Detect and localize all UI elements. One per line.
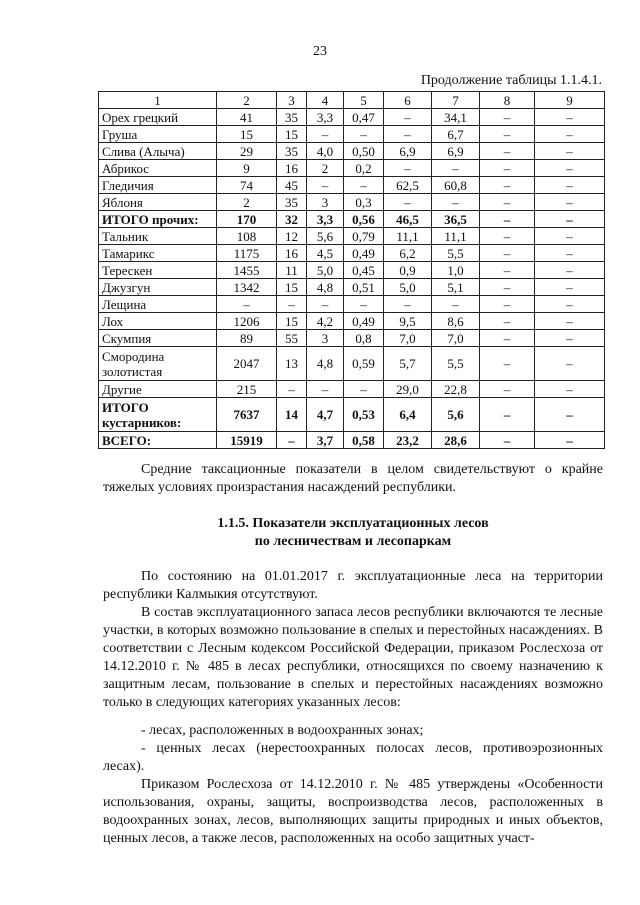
data-cell: – <box>480 398 535 432</box>
data-cell: 5,0 <box>307 262 344 279</box>
table-row <box>99 330 605 347</box>
header-cell: 8 <box>480 92 535 109</box>
data-cell: – <box>384 160 432 177</box>
data-cell: 22,8 <box>432 381 480 398</box>
data-cell: 1342 <box>217 279 277 296</box>
data-cell: – <box>384 126 432 143</box>
data-cell: 8,6 <box>432 313 480 330</box>
table-row <box>99 126 605 143</box>
data-cell: 6,9 <box>432 143 480 160</box>
data-cell: – <box>535 160 605 177</box>
header-cell: 7 <box>432 92 480 109</box>
data-cell: – <box>480 109 535 126</box>
data-cell: 15 <box>277 313 307 330</box>
data-cell: 0,49 <box>344 245 384 262</box>
data-cell: 0,2 <box>344 160 384 177</box>
row-label-cell: Джузгун <box>99 279 217 296</box>
section-heading-line1: 1.1.5. Показатели эксплуатационных лесов <box>217 516 489 531</box>
data-cell: – <box>535 432 605 449</box>
data-cell: – <box>307 177 344 194</box>
data-cell: 1206 <box>217 313 277 330</box>
data-cell: 15919 <box>217 432 277 449</box>
data-cell: – <box>535 126 605 143</box>
header-cell: 2 <box>217 92 277 109</box>
table-row <box>99 211 605 228</box>
data-cell: 1,0 <box>432 262 480 279</box>
data-cell: 15 <box>277 126 307 143</box>
table-body <box>99 109 605 449</box>
data-cell: – <box>480 279 535 296</box>
data-cell: – <box>535 228 605 245</box>
data-cell: 55 <box>277 330 307 347</box>
data-cell: 74 <box>217 177 277 194</box>
data-cell: 35 <box>277 109 307 126</box>
data-cell: 215 <box>217 381 277 398</box>
data-cell: – <box>535 177 605 194</box>
table-row <box>99 262 605 279</box>
data-cell: – <box>307 381 344 398</box>
data-cell: 4,2 <box>307 313 344 330</box>
row-label-cell: Другие <box>99 381 217 398</box>
row-label-cell: Лох <box>99 313 217 330</box>
header-cell: 6 <box>384 92 432 109</box>
data-cell: 0,45 <box>344 262 384 279</box>
data-cell: 7,0 <box>432 330 480 347</box>
data-cell: 35 <box>277 143 307 160</box>
data-cell: – <box>344 126 384 143</box>
data-cell: – <box>344 296 384 313</box>
row-label-cell: Скумпия <box>99 330 217 347</box>
table-row <box>99 143 605 160</box>
list-item-valuable-forests: - ценных лесах (нерестоохранных полосах лесов, противоэрозионных лесах). <box>103 741 603 774</box>
data-cell: 0,53 <box>344 398 384 432</box>
data-cell: 9,5 <box>384 313 432 330</box>
data-cell: 89 <box>217 330 277 347</box>
data-cell: 4,5 <box>307 245 344 262</box>
data-cell: – <box>432 160 480 177</box>
header-cell: 9 <box>535 92 605 109</box>
data-cell: – <box>535 330 605 347</box>
header-cell: 4 <box>307 92 344 109</box>
data-cell: – <box>432 194 480 211</box>
table-row <box>99 313 605 330</box>
data-cell: – <box>480 296 535 313</box>
data-cell: 41 <box>217 109 277 126</box>
data-cell: 1175 <box>217 245 277 262</box>
data-cell: 5,1 <box>432 279 480 296</box>
data-cell: 35 <box>277 194 307 211</box>
data-cell: – <box>480 177 535 194</box>
data-cell: 29,0 <box>384 381 432 398</box>
data-cell: – <box>535 279 605 296</box>
data-cell: 16 <box>277 160 307 177</box>
data-cell: 11,1 <box>432 228 480 245</box>
data-cell: 2047 <box>217 347 277 381</box>
data-cell: – <box>307 296 344 313</box>
row-label-cell: Терескен <box>99 262 217 279</box>
data-cell: 14 <box>277 398 307 432</box>
table-row <box>99 381 605 398</box>
table-row <box>99 347 605 381</box>
forest-data-table <box>98 91 605 449</box>
data-cell: – <box>480 143 535 160</box>
row-label-cell: ИТОГО кустарников: <box>99 398 217 432</box>
data-cell: 3 <box>307 330 344 347</box>
data-cell: 6,9 <box>384 143 432 160</box>
table-row <box>99 228 605 245</box>
section-heading-line2: по лесничествам и лесопаркам <box>254 534 452 549</box>
data-cell: – <box>535 347 605 381</box>
data-cell: – <box>535 296 605 313</box>
data-cell: 5,5 <box>432 245 480 262</box>
data-cell: – <box>535 313 605 330</box>
row-label-cell: Лещина <box>99 296 217 313</box>
data-cell: 32 <box>277 211 307 228</box>
table-header-row <box>99 92 605 109</box>
data-cell: 11 <box>277 262 307 279</box>
data-cell: 3,3 <box>307 109 344 126</box>
data-cell: 2 <box>307 160 344 177</box>
data-cell: – <box>535 194 605 211</box>
list-item-water-protection: - лесах, расположенных в водоохранных зонах; <box>141 723 424 738</box>
data-cell: 15 <box>277 279 307 296</box>
row-label-cell: Яблоня <box>99 194 217 211</box>
data-cell: 5,6 <box>307 228 344 245</box>
table-row <box>99 109 605 126</box>
table-row <box>99 432 605 449</box>
data-cell: 4,0 <box>307 143 344 160</box>
data-cell: 170 <box>217 211 277 228</box>
data-cell: 46,5 <box>384 211 432 228</box>
data-cell: 36,5 <box>432 211 480 228</box>
data-cell: – <box>384 296 432 313</box>
paragraph-3: Приказом Рослесхоза от 14.12.2010 г. № 485 утверждены «Особенности использования, охраны, защиты, воспроизводства лесов, расположенных в водоохранных зонах, лесов, выполняющих защиты природных и иных объектов, ценных лесов, а также лесов, расположенных на особо защитных участ- <box>103 777 603 846</box>
data-cell: 28,6 <box>432 432 480 449</box>
summary-paragraph: Средние таксационные показатели в целом свидетельствуют о крайне тяжелых условиях произрастания насаждений республики. <box>103 462 603 495</box>
row-label-cell: Слива (Алыча) <box>99 143 217 160</box>
data-cell: – <box>535 381 605 398</box>
row-label-cell: ИТОГО прочих: <box>99 211 217 228</box>
data-cell: 7,0 <box>384 330 432 347</box>
data-cell: 0,3 <box>344 194 384 211</box>
row-label-cell: Орех грецкий <box>99 109 217 126</box>
data-cell: 45 <box>277 177 307 194</box>
data-cell: 0,49 <box>344 313 384 330</box>
data-cell: 0,59 <box>344 347 384 381</box>
data-cell: 29 <box>217 143 277 160</box>
table-row <box>99 279 605 296</box>
data-cell: – <box>480 245 535 262</box>
row-label-cell: Тальник <box>99 228 217 245</box>
data-cell: – <box>480 381 535 398</box>
data-cell: 13 <box>277 347 307 381</box>
table-row <box>99 398 605 432</box>
data-cell: 0,56 <box>344 211 384 228</box>
data-cell: 7637 <box>217 398 277 432</box>
data-cell: 23,2 <box>384 432 432 449</box>
data-cell: – <box>535 109 605 126</box>
table-row <box>99 160 605 177</box>
data-cell: – <box>535 143 605 160</box>
row-label-cell: Смородина золотистая <box>99 347 217 381</box>
data-cell: – <box>535 211 605 228</box>
data-cell: 1455 <box>217 262 277 279</box>
data-cell: 12 <box>277 228 307 245</box>
data-cell: 3,3 <box>307 211 344 228</box>
data-cell: 6,4 <box>384 398 432 432</box>
header-cell: 5 <box>344 92 384 109</box>
data-cell: 5,6 <box>432 398 480 432</box>
data-cell: – <box>384 109 432 126</box>
data-cell: 0,51 <box>344 279 384 296</box>
paragraph-2: В состав эксплуатационного запаса лесов республики включаются те лесные участки, в которых возможно пользование в спелых и перестойных насаждениях. В соответствии с Лесным кодексом Российской Федерации, приказом Рослесхоза от 14.12.2010 г. № 485 в лесах республики, относящихся по своему назначению к защитным лесам, пользование в спелых и перестойных насаждениях возможно только в следующих категориях указанных лесов: <box>103 605 603 710</box>
data-cell: 5,5 <box>432 347 480 381</box>
data-cell: 0,8 <box>344 330 384 347</box>
row-label-cell: Гледичия <box>99 177 217 194</box>
header-cell: 1 <box>99 92 217 109</box>
data-cell: 0,50 <box>344 143 384 160</box>
data-cell: – <box>277 296 307 313</box>
data-cell: 4,7 <box>307 398 344 432</box>
data-cell: – <box>480 211 535 228</box>
data-cell: 9 <box>217 160 277 177</box>
data-cell: 15 <box>217 126 277 143</box>
data-cell: 3,7 <box>307 432 344 449</box>
data-cell: – <box>480 228 535 245</box>
data-cell: – <box>307 126 344 143</box>
paragraph-1: По состоянию на 01.01.2017 г. эксплуатационные леса на территории республики Калмыкия отсутствуют. <box>103 569 603 602</box>
table-row <box>99 177 605 194</box>
data-cell: 0,79 <box>344 228 384 245</box>
data-cell: – <box>480 347 535 381</box>
data-cell: 0,58 <box>344 432 384 449</box>
table-row <box>99 296 605 313</box>
data-cell: – <box>277 381 307 398</box>
data-cell: – <box>384 194 432 211</box>
table-caption: Продолжение таблицы 1.1.4.1. <box>420 73 602 88</box>
data-cell: 3 <box>307 194 344 211</box>
data-cell: – <box>535 245 605 262</box>
data-cell: 4,8 <box>307 279 344 296</box>
data-cell: 6,2 <box>384 245 432 262</box>
row-label-cell: ВСЕГО: <box>99 432 217 449</box>
data-cell: – <box>344 177 384 194</box>
data-cell: – <box>277 432 307 449</box>
data-cell: – <box>480 160 535 177</box>
table-row <box>99 194 605 211</box>
data-cell: – <box>480 330 535 347</box>
data-cell: 2 <box>217 194 277 211</box>
data-cell: – <box>432 296 480 313</box>
page-number: 23 <box>313 44 327 59</box>
data-cell: 0,47 <box>344 109 384 126</box>
table-row <box>99 245 605 262</box>
data-cell: 11,1 <box>384 228 432 245</box>
data-cell: – <box>480 126 535 143</box>
data-cell: 6,7 <box>432 126 480 143</box>
row-label-cell: Тамарикс <box>99 245 217 262</box>
row-label-cell: Абрикос <box>99 160 217 177</box>
data-cell: – <box>535 262 605 279</box>
data-cell: – <box>480 432 535 449</box>
row-label-cell: Груша <box>99 126 217 143</box>
data-cell: – <box>480 313 535 330</box>
data-cell: 108 <box>217 228 277 245</box>
data-cell: 34,1 <box>432 109 480 126</box>
data-cell: 62,5 <box>384 177 432 194</box>
data-cell: – <box>344 381 384 398</box>
data-cell: – <box>217 296 277 313</box>
data-cell: 5,0 <box>384 279 432 296</box>
data-cell: – <box>480 262 535 279</box>
header-cell: 3 <box>277 92 307 109</box>
data-cell: 4,8 <box>307 347 344 381</box>
data-cell: 5,7 <box>384 347 432 381</box>
data-cell: 16 <box>277 245 307 262</box>
data-cell: – <box>480 194 535 211</box>
data-cell: – <box>535 398 605 432</box>
data-cell: 60,8 <box>432 177 480 194</box>
data-cell: 0,9 <box>384 262 432 279</box>
